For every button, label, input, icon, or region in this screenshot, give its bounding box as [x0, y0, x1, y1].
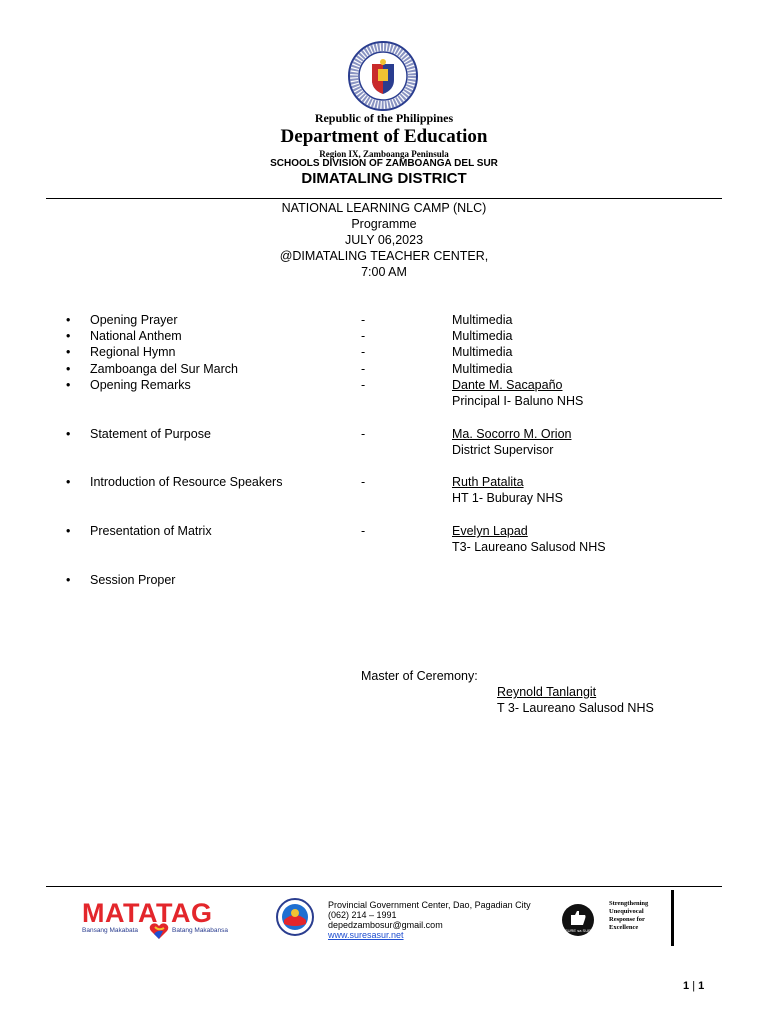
- province-seal-logo: [276, 898, 314, 936]
- footer-divider: [46, 886, 722, 887]
- program-item-opening-prayer: [0, 313, 768, 330]
- program-item-intro-speakers: [0, 475, 768, 492]
- page-total: 1: [698, 980, 705, 992]
- program-item-presentation-matrix: [0, 524, 768, 541]
- sure-sa-sur-logo: [561, 903, 595, 937]
- footer-phone: (062) 214 – 1991: [328, 910, 397, 920]
- bullet: •: [66, 345, 71, 359]
- footer-vertical-bar: [671, 890, 674, 946]
- matatag-wordmark: MATATAG: [82, 898, 213, 928]
- header-divider: [46, 198, 722, 199]
- program-item-role: T3- Laureano Salusod NHS: [452, 540, 606, 554]
- event-date: JULY 06,2023: [344, 233, 424, 247]
- header-department: Department of Education: [280, 126, 488, 147]
- slogan-line: Excellence: [609, 924, 639, 931]
- emcee-role: T 3- Laureano Salusod NHS: [497, 701, 654, 715]
- slogan-line: Strengthening: [609, 900, 649, 907]
- page-separator: |: [692, 980, 696, 992]
- program-item-zds-march: [0, 362, 768, 379]
- program-item-opening-remarks: [0, 378, 768, 395]
- program-item-dash: -: [361, 313, 366, 327]
- program-item-dash: -: [361, 475, 366, 489]
- program-item-person: Ruth Patalita: [452, 475, 524, 489]
- slogan-line: Unequivocal: [609, 908, 644, 915]
- matatag-tagline-right: Batang Makabansa: [172, 927, 229, 934]
- program-item-regional-hymn: [0, 345, 768, 362]
- program-item-statement-of-purpose: [0, 427, 768, 444]
- matatag-heart-icon: [149, 922, 169, 940]
- program-item-person: Evelyn Lapad: [452, 524, 528, 538]
- bullet: •: [66, 427, 71, 441]
- program-item-person: Dante M. Sacapaño: [452, 378, 563, 392]
- event-venue: @DIMATALING TEACHER CENTER,: [279, 249, 489, 263]
- header-region: Region IX, Zamboanga Peninsula: [319, 149, 449, 159]
- bullet: •: [66, 378, 71, 392]
- header-republic: Republic of the Philippines: [314, 111, 454, 125]
- page-number: [683, 980, 704, 992]
- header-division: SCHOOLS DIVISION OF ZAMBOANGA DEL SUR: [270, 158, 498, 169]
- program-item-label: Session Proper: [90, 573, 176, 587]
- bullet: •: [66, 329, 71, 343]
- event-time: 7:00 AM: [361, 265, 407, 279]
- bullet: •: [66, 524, 71, 538]
- emcee-label: Master of Ceremony:: [361, 669, 478, 683]
- program-item-person: Multimedia: [452, 329, 513, 343]
- bullet: •: [66, 475, 71, 489]
- program-item-dash: -: [361, 378, 366, 392]
- footer-website-link[interactable]: www.suresasur.net: [328, 930, 404, 940]
- deped-seal-logo: [347, 40, 419, 112]
- slogan-line: Response for: [609, 916, 645, 923]
- program-item-session-proper: [0, 573, 768, 590]
- program-item-dash: -: [361, 362, 366, 376]
- program-item-label: Presentation of Matrix: [90, 524, 212, 538]
- matatag-tagline-left: Bansang Makabata: [82, 927, 139, 934]
- program-item-role: District Supervisor: [452, 443, 554, 457]
- program-item-dash: -: [361, 524, 366, 538]
- footer-address: Provincial Government Center, Dao, Pagadian City: [328, 900, 531, 910]
- program-item-dash: -: [361, 345, 366, 359]
- bullet: •: [66, 573, 71, 587]
- program-item-label: Opening Prayer: [90, 313, 178, 327]
- program-item-role: HT 1- Buburay NHS: [452, 491, 563, 505]
- program-item-person: Multimedia: [452, 345, 513, 359]
- program-item-label: Introduction of Resource Speakers: [90, 475, 283, 489]
- program-item-person: Ma. Socorro M. Orion: [452, 427, 572, 441]
- bullet: •: [66, 362, 71, 376]
- program-item-label: Zamboanga del Sur March: [90, 362, 238, 376]
- sure-logo-text: SURE sa SUR: [564, 928, 591, 933]
- header-district: DIMATALING DISTRICT: [301, 170, 467, 187]
- event-subtitle: Programme: [351, 217, 417, 231]
- program-item-national-anthem: [0, 329, 768, 346]
- program-item-label: Opening Remarks: [90, 378, 191, 392]
- emcee-name: Reynold Tanlangit: [497, 685, 597, 699]
- program-item-person: Multimedia: [452, 362, 513, 376]
- program-item-label: Regional Hymn: [90, 345, 176, 359]
- matatag-logo: [82, 898, 252, 944]
- program-item-dash: -: [361, 329, 366, 343]
- page-current: 1: [683, 980, 690, 992]
- bullet: •: [66, 313, 71, 327]
- program-item-dash: -: [361, 427, 366, 441]
- program-item-label: National Anthem: [90, 329, 182, 343]
- footer-slogan: [609, 900, 648, 932]
- program-item-role: Principal I- Baluno NHS: [452, 394, 584, 408]
- program-item-person: Multimedia: [452, 313, 513, 327]
- footer-email: depedzambosur@gmail.com: [328, 920, 443, 930]
- program-item-label: Statement of Purpose: [90, 427, 211, 441]
- event-title: NATIONAL LEARNING CAMP (NLC): [281, 201, 487, 215]
